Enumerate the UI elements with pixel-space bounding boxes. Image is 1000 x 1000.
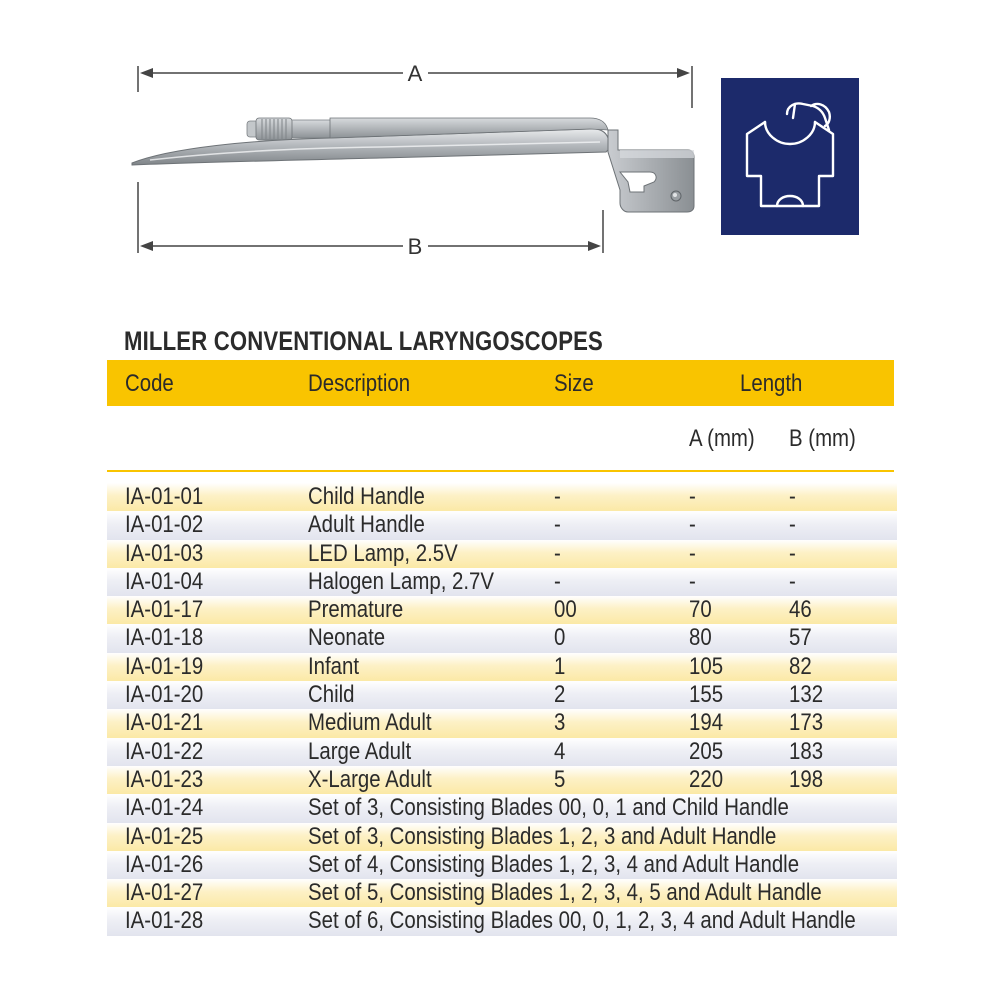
table-row (107, 738, 897, 766)
cell-code: IA-01-22 (125, 737, 204, 765)
cell-code: IA-01-27 (125, 879, 204, 907)
cell-length-a: - (689, 483, 696, 510)
cell-length-b: - (789, 567, 796, 595)
laryngoscope-blade-diagram (0, 0, 720, 270)
table-row (107, 568, 897, 596)
cell-code: IA-01-23 (125, 765, 204, 793)
cell-code: IA-01-21 (125, 709, 204, 737)
cell-code: IA-01-03 (125, 539, 204, 567)
cell-description: Set of 3, Consisting Blades 1, 2, 3 and Adult Handle (308, 822, 777, 850)
cell-length-b: 183 (789, 737, 824, 765)
patient-icon-badge (721, 78, 859, 235)
cell-description: LED Lamp, 2.5V (308, 539, 458, 567)
header-a-mm: A (mm) (689, 425, 755, 452)
cell-code: IA-01-24 (125, 794, 204, 822)
table-row (107, 907, 897, 935)
cell-length-b: 198 (789, 765, 824, 793)
cell-description: Set of 3, Consisting Blades 00, 0, 1 and Child Handle (308, 794, 789, 822)
header-divider (107, 470, 894, 472)
cell-length-a: 194 (689, 709, 724, 737)
cell-description: Set of 5, Consisting Blades 1, 2, 3, 4, 5 and Adult Handle (308, 879, 822, 907)
cell-length-a: 80 (689, 624, 712, 652)
cell-code: IA-01-17 (125, 596, 204, 624)
header-code: Code (125, 370, 174, 397)
table-row (107, 511, 897, 539)
cell-description: Halogen Lamp, 2.7V (308, 567, 494, 595)
cell-size: - (554, 567, 561, 595)
header-b-mm: B (mm) (789, 425, 856, 452)
cell-code: IA-01-01 (125, 483, 204, 510)
table-row (107, 851, 897, 879)
cell-length-a: 155 (689, 681, 724, 709)
cell-code: IA-01-19 (125, 652, 204, 680)
table-row (107, 681, 897, 709)
cell-description: Medium Adult (308, 709, 432, 737)
cell-description: Set of 6, Consisting Blades 00, 0, 1, 2, 3, 4 and Adult Handle (308, 907, 856, 935)
cell-description: Child (308, 681, 355, 709)
cell-code: IA-01-18 (125, 624, 204, 652)
cell-length-a: - (689, 511, 696, 539)
cell-size: 4 (554, 737, 566, 765)
header-size: Size (554, 370, 594, 397)
table-row (107, 709, 897, 737)
cell-size: - (554, 539, 561, 567)
cell-length-b: 132 (789, 681, 824, 709)
cell-size: 0 (554, 624, 566, 652)
dimension-b-label: B (407, 234, 423, 259)
header-description: Description (308, 370, 411, 397)
table-row (107, 624, 897, 652)
blade-drawing (132, 118, 694, 212)
cell-length-a: 220 (689, 765, 724, 793)
cell-length-b: 57 (789, 624, 812, 652)
page-title: MILLER CONVENTIONAL LARYNGOSCOPES (124, 326, 603, 356)
table-row (107, 540, 897, 568)
table-row (107, 596, 897, 624)
cell-length-b: 173 (789, 709, 824, 737)
cell-description: Neonate (308, 624, 386, 652)
cell-length-b: 82 (789, 652, 812, 680)
dimension-b (138, 182, 603, 259)
cell-size: 2 (554, 681, 566, 709)
cell-description: Adult Handle (308, 511, 425, 539)
cell-size: 1 (554, 652, 566, 680)
table-body (107, 483, 897, 936)
cell-code: IA-01-04 (125, 567, 204, 595)
cell-size: 3 (554, 709, 566, 737)
cell-code: IA-01-20 (125, 681, 204, 709)
cell-length-a: 70 (689, 596, 712, 624)
table-header (107, 360, 894, 406)
cell-length-b: - (789, 511, 796, 539)
cell-description: X-Large Adult (308, 765, 432, 793)
patient-torso-icon (721, 78, 859, 235)
cell-size: - (554, 511, 561, 539)
cell-length-a: 105 (689, 652, 724, 680)
header-length: Length (740, 370, 803, 397)
cell-code: IA-01-02 (125, 511, 204, 539)
cell-description: Infant (308, 652, 360, 680)
table-row (107, 483, 897, 511)
table-row (107, 766, 897, 794)
table-row (107, 879, 897, 907)
cell-size: - (554, 483, 561, 510)
table-row (107, 653, 897, 681)
cell-code: IA-01-26 (125, 850, 204, 878)
cell-description: Large Adult (308, 737, 412, 765)
cell-length-a: 205 (689, 737, 724, 765)
cell-length-b: - (789, 539, 796, 567)
table-row (107, 823, 897, 851)
cell-description: Premature (308, 596, 404, 624)
dimension-a-label: A (407, 61, 423, 86)
cell-length-a: - (689, 539, 696, 567)
cell-size: 5 (554, 765, 566, 793)
cell-length-b: 46 (789, 596, 812, 624)
dimension-a (138, 61, 692, 108)
cell-description: Set of 4, Consisting Blades 1, 2, 3, 4 and Adult Handle (308, 850, 800, 878)
table-row (107, 794, 897, 822)
cell-size: 00 (554, 596, 577, 624)
cell-code: IA-01-28 (125, 907, 204, 935)
cell-length-b: - (789, 483, 796, 510)
cell-code: IA-01-25 (125, 822, 204, 850)
cell-length-a: - (689, 567, 696, 595)
cell-description: Child Handle (308, 483, 425, 510)
